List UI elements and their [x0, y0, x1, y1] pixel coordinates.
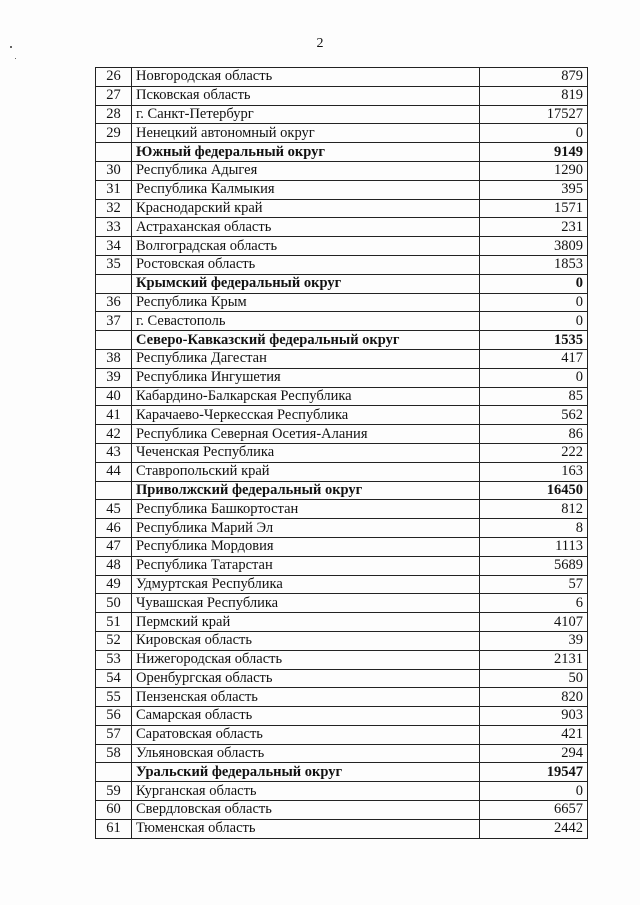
district-name: Северо-Кавказский федеральный округ: [132, 331, 480, 350]
district-total: 9149: [480, 143, 588, 162]
region-row: [96, 782, 588, 801]
row-number: 35: [96, 255, 132, 274]
region-row: [96, 124, 588, 143]
region-row: [96, 255, 588, 274]
regions-table: [95, 67, 588, 839]
row-number: 49: [96, 575, 132, 594]
region-value: 395: [480, 180, 588, 199]
region-name: Ненецкий автономный округ: [132, 124, 480, 143]
region-name: Республика Калмыкия: [132, 180, 480, 199]
region-row: [96, 556, 588, 575]
region-row: [96, 406, 588, 425]
row-number: 32: [96, 199, 132, 218]
region-name: Тюменская область: [132, 819, 480, 838]
row-number: 33: [96, 218, 132, 237]
region-name: Кировская область: [132, 631, 480, 650]
region-name: Волгоградская область: [132, 237, 480, 256]
region-name: Псковская область: [132, 86, 480, 105]
region-value: 50: [480, 669, 588, 688]
region-value: 39: [480, 631, 588, 650]
region-name: Пензенская область: [132, 688, 480, 707]
region-value: 4107: [480, 613, 588, 632]
region-value: 6657: [480, 801, 588, 820]
region-row: [96, 68, 588, 87]
region-row: [96, 725, 588, 744]
region-value: 17527: [480, 105, 588, 124]
region-name: Чеченская Республика: [132, 443, 480, 462]
district-name: Уральский федеральный округ: [132, 763, 480, 782]
region-name: Свердловская область: [132, 801, 480, 820]
region-value: 417: [480, 349, 588, 368]
row-number: 56: [96, 707, 132, 726]
region-name: г. Санкт-Петербург: [132, 105, 480, 124]
row-number: 53: [96, 650, 132, 669]
region-name: Новгородская область: [132, 68, 480, 87]
region-value: 0: [480, 312, 588, 331]
region-row: [96, 312, 588, 331]
region-value: 421: [480, 725, 588, 744]
row-number: 55: [96, 688, 132, 707]
region-row: [96, 293, 588, 312]
region-value: 57: [480, 575, 588, 594]
region-row: [96, 443, 588, 462]
region-row: [96, 86, 588, 105]
row-number: 44: [96, 462, 132, 481]
row-number: 42: [96, 425, 132, 444]
region-row: [96, 387, 588, 406]
region-name: Самарская область: [132, 707, 480, 726]
region-row: [96, 575, 588, 594]
region-name: Республика Татарстан: [132, 556, 480, 575]
district-total-row: [96, 143, 588, 162]
region-name: Республика Адыгея: [132, 161, 480, 180]
row-number: 60: [96, 801, 132, 820]
district-name: Приволжский федеральный округ: [132, 481, 480, 500]
region-value: 0: [480, 782, 588, 801]
row-number: 39: [96, 368, 132, 387]
region-name: Удмуртская Республика: [132, 575, 480, 594]
region-value: 85: [480, 387, 588, 406]
region-value: 5689: [480, 556, 588, 575]
region-value: 819: [480, 86, 588, 105]
row-number: 31: [96, 180, 132, 199]
region-value: 6: [480, 594, 588, 613]
region-row: [96, 707, 588, 726]
region-name: Республика Северная Осетия-Алания: [132, 425, 480, 444]
region-name: Республика Крым: [132, 293, 480, 312]
row-number: 26: [96, 68, 132, 87]
row-number: 52: [96, 631, 132, 650]
region-value: 562: [480, 406, 588, 425]
region-row: [96, 368, 588, 387]
row-number: 61: [96, 819, 132, 838]
row-number: 50: [96, 594, 132, 613]
region-row: [96, 237, 588, 256]
district-total: 0: [480, 274, 588, 293]
region-row: [96, 180, 588, 199]
row-number: 57: [96, 725, 132, 744]
region-row: [96, 519, 588, 538]
region-row: [96, 199, 588, 218]
region-row: [96, 688, 588, 707]
scan-speck: [10, 46, 12, 48]
region-row: [96, 462, 588, 481]
region-value: 903: [480, 707, 588, 726]
row-number: 46: [96, 519, 132, 538]
region-name: Ульяновская область: [132, 744, 480, 763]
district-name: Крымский федеральный округ: [132, 274, 480, 293]
district-total-row: [96, 331, 588, 350]
region-value: 8: [480, 519, 588, 538]
region-name: Нижегородская область: [132, 650, 480, 669]
region-name: Карачаево-Черкесская Республика: [132, 406, 480, 425]
row-number: [96, 481, 132, 500]
region-name: Ростовская область: [132, 255, 480, 274]
row-number: 30: [96, 161, 132, 180]
region-row: [96, 594, 588, 613]
row-number: 38: [96, 349, 132, 368]
district-name: Южный федеральный округ: [132, 143, 480, 162]
region-row: [96, 537, 588, 556]
region-value: 1853: [480, 255, 588, 274]
region-value: 1290: [480, 161, 588, 180]
region-value: 2131: [480, 650, 588, 669]
row-number: 29: [96, 124, 132, 143]
row-number: 41: [96, 406, 132, 425]
region-name: Оренбургская область: [132, 669, 480, 688]
region-value: 86: [480, 425, 588, 444]
region-name: Астраханская область: [132, 218, 480, 237]
page-number: 2: [316, 36, 324, 51]
region-name: Республика Марий Эл: [132, 519, 480, 538]
region-value: 879: [480, 68, 588, 87]
row-number: 48: [96, 556, 132, 575]
row-number: [96, 763, 132, 782]
district-total: 16450: [480, 481, 588, 500]
region-name: Пермский край: [132, 613, 480, 632]
row-number: 43: [96, 443, 132, 462]
region-value: 222: [480, 443, 588, 462]
region-name: Республика Дагестан: [132, 349, 480, 368]
region-value: 0: [480, 368, 588, 387]
district-total-row: [96, 274, 588, 293]
row-number: 45: [96, 500, 132, 519]
region-row: [96, 744, 588, 763]
region-value: 820: [480, 688, 588, 707]
row-number: 54: [96, 669, 132, 688]
region-value: 1113: [480, 537, 588, 556]
region-row: [96, 500, 588, 519]
region-value: 3809: [480, 237, 588, 256]
row-number: [96, 143, 132, 162]
region-row: [96, 425, 588, 444]
row-number: 34: [96, 237, 132, 256]
row-number: 59: [96, 782, 132, 801]
row-number: 47: [96, 537, 132, 556]
region-row: [96, 218, 588, 237]
region-name: Краснодарский край: [132, 199, 480, 218]
region-name: Саратовская область: [132, 725, 480, 744]
row-number: 40: [96, 387, 132, 406]
row-number: [96, 331, 132, 350]
region-row: [96, 161, 588, 180]
region-value: 2442: [480, 819, 588, 838]
region-value: 0: [480, 293, 588, 312]
region-row: [96, 613, 588, 632]
row-number: 58: [96, 744, 132, 763]
row-number: 27: [96, 86, 132, 105]
row-number: 51: [96, 613, 132, 632]
district-total: 19547: [480, 763, 588, 782]
region-name: Чувашская Республика: [132, 594, 480, 613]
region-row: [96, 349, 588, 368]
region-value: 231: [480, 218, 588, 237]
region-value: 1571: [480, 199, 588, 218]
region-row: [96, 801, 588, 820]
regions-table-body: [96, 68, 588, 839]
district-total: 1535: [480, 331, 588, 350]
region-name: Республика Мордовия: [132, 537, 480, 556]
row-number: 36: [96, 293, 132, 312]
region-name: Ставропольский край: [132, 462, 480, 481]
region-value: 163: [480, 462, 588, 481]
region-name: Кабардино-Балкарская Республика: [132, 387, 480, 406]
region-row: [96, 819, 588, 838]
row-number: [96, 274, 132, 293]
region-name: Республика Башкортостан: [132, 500, 480, 519]
region-row: [96, 105, 588, 124]
region-value: 0: [480, 124, 588, 143]
region-value: 294: [480, 744, 588, 763]
region-name: Курганская область: [132, 782, 480, 801]
region-name: Республика Ингушетия: [132, 368, 480, 387]
region-row: [96, 631, 588, 650]
row-number: 37: [96, 312, 132, 331]
scan-speck: [15, 58, 16, 59]
district-total-row: [96, 763, 588, 782]
region-row: [96, 669, 588, 688]
row-number: 28: [96, 105, 132, 124]
region-row: [96, 650, 588, 669]
district-total-row: [96, 481, 588, 500]
region-value: 812: [480, 500, 588, 519]
region-name: г. Севастополь: [132, 312, 480, 331]
